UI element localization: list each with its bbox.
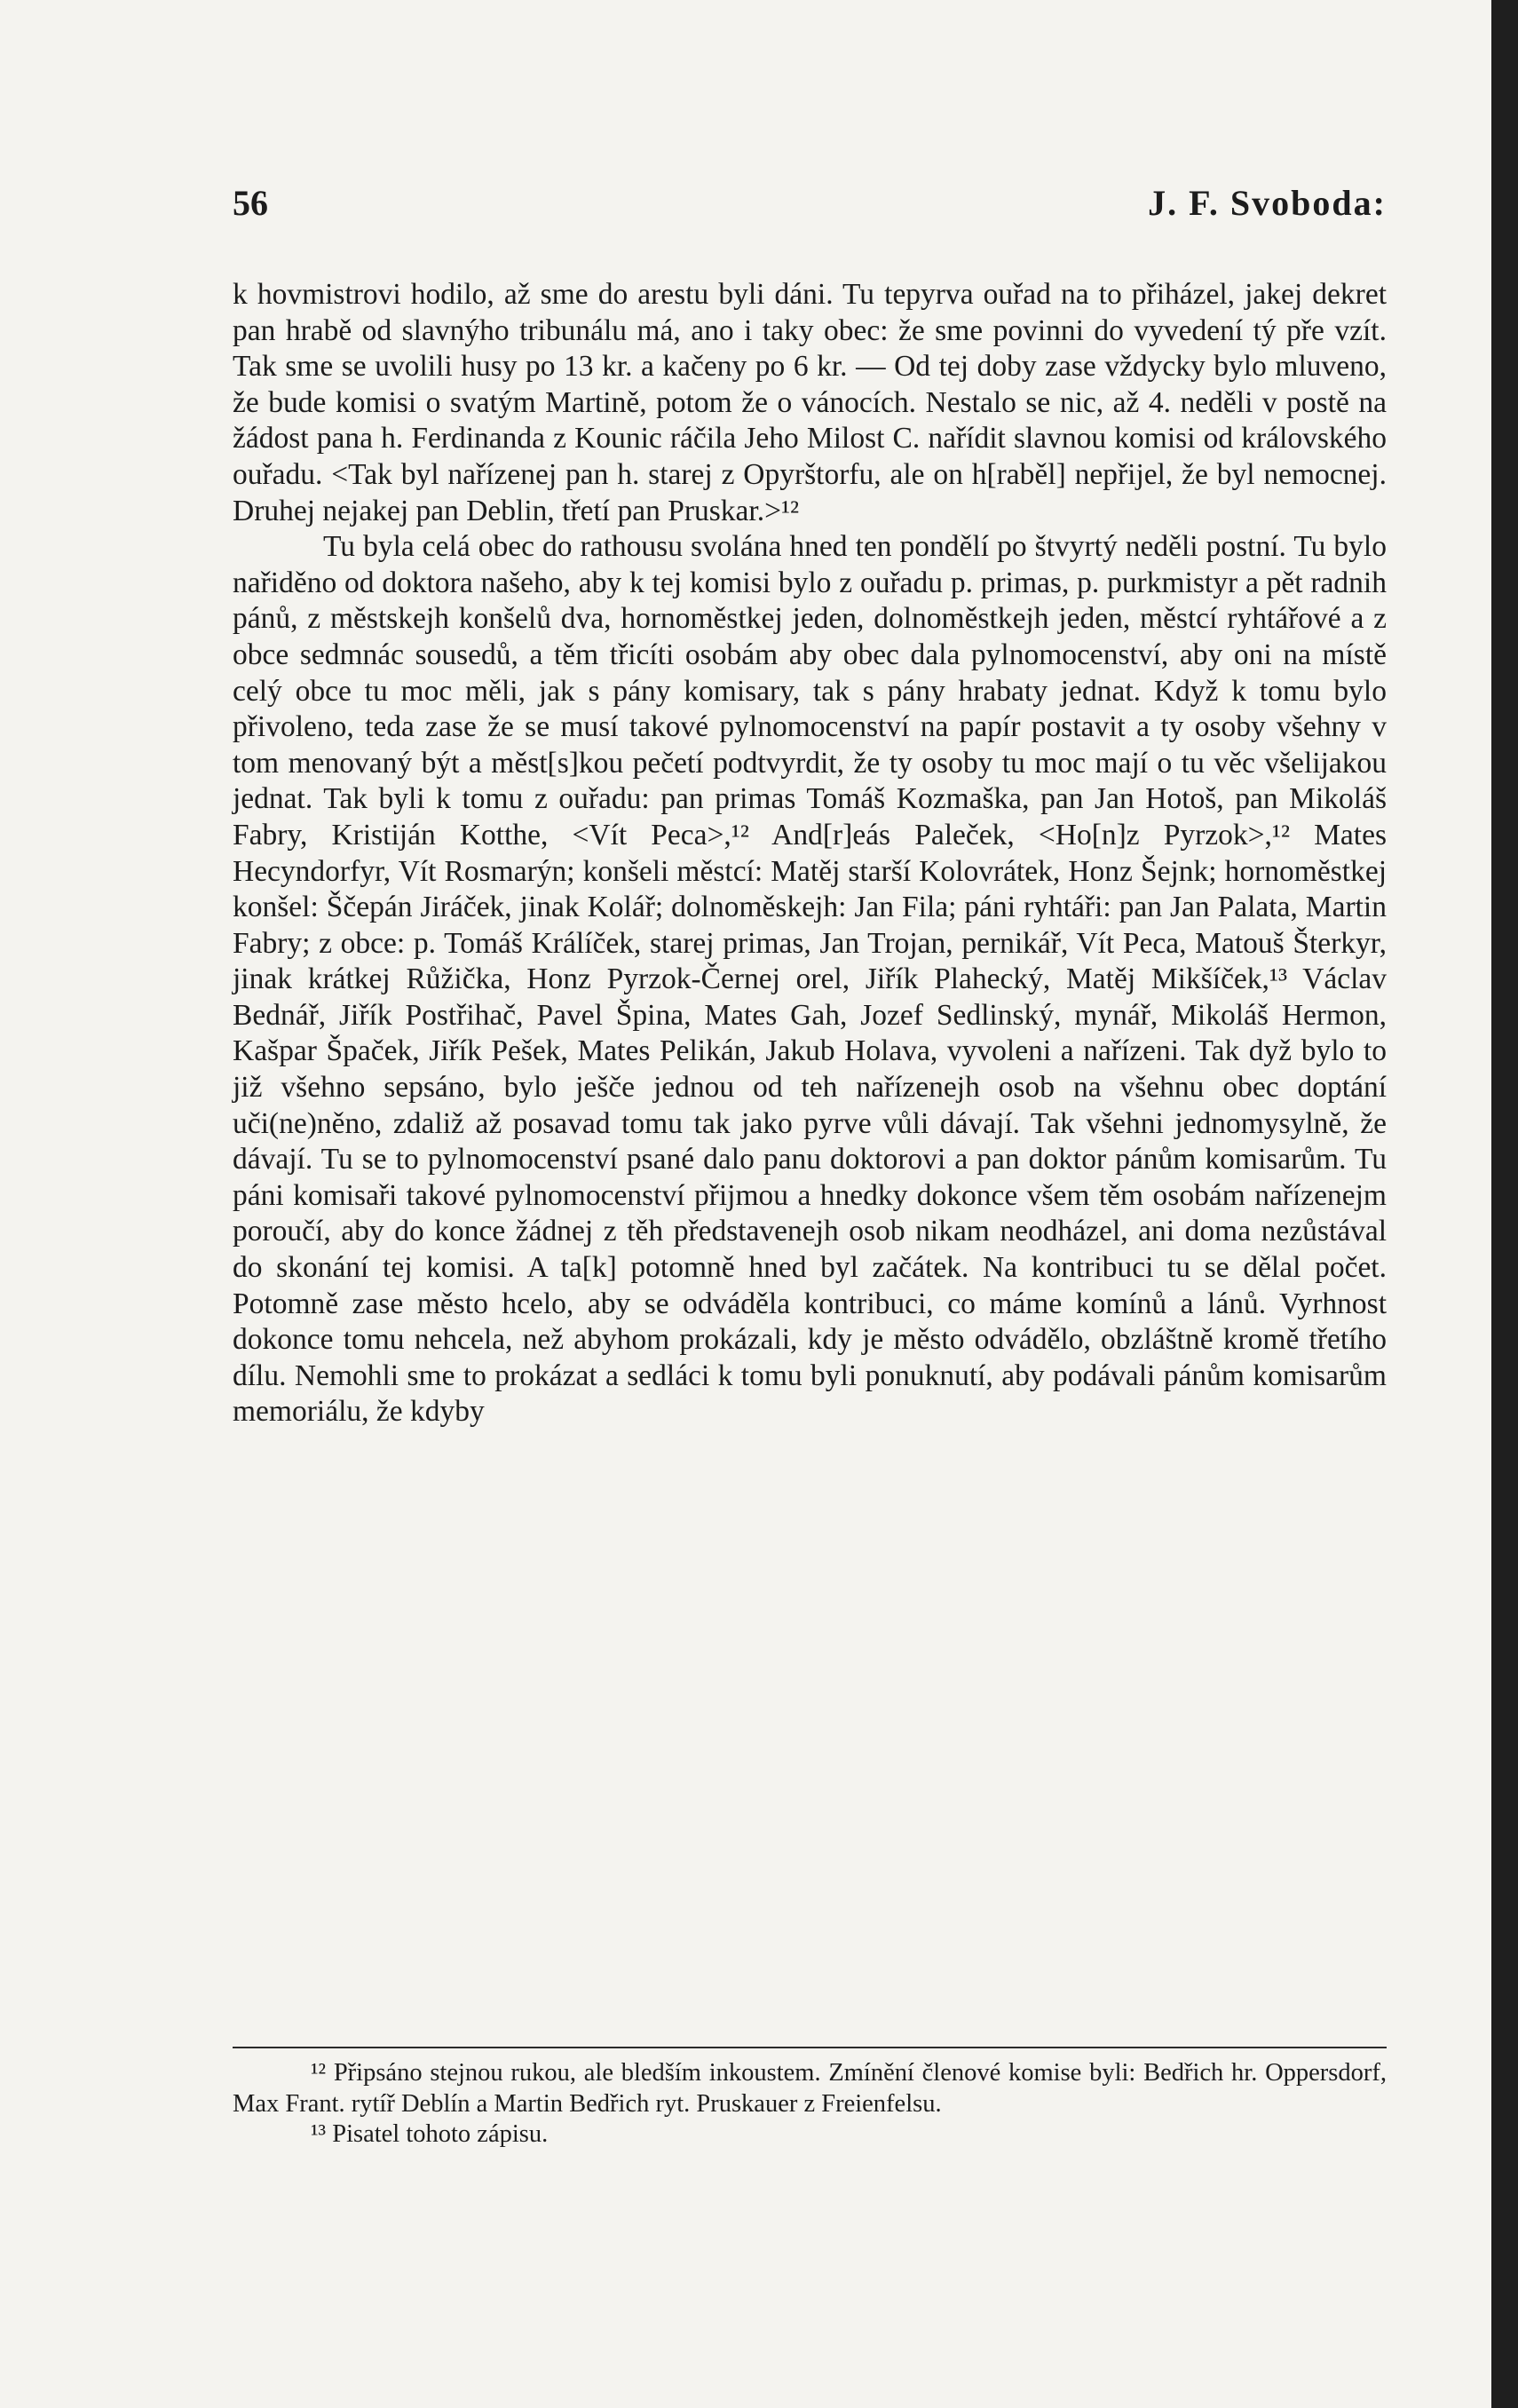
footnote: ¹³ Pisatel tohoto zápisu.: [311, 2120, 549, 2148]
paragraph: Tu byla celá obec do rathousu svolána hned ten pondělí po štvyrtý neděli postní. Tu bylo nařiděno od doktora našeho, aby k tej komisi bylo z ouřadu p. primas, p. purkmistyr a pět radnih pánů, z městskejh konšelů dva, hornoměstkej jeden, dolnoměstkejh jeden, městcí ryhtářové a z obce sedmnác sousedů, a těm třicíti osobám aby obec dala pylnomocenství, aby oni na místě celý obce tu moc měli, jak s pány komisary, tak s pány hrabaty jednat. Když k tomu bylo přivoleno, teda zase že se musí takové pylnomocenství na papír postavit a ty osoby všehny v tom menovaný být a měst[s]kou pečetí podtvyrdit, že ty osoby tu moc mají o tu věc všelijakou jednat. Tak byli k tomu z ouřadu: pan primas Tomáš Kozmaška, pan Jan Hotoš, pan Mikoláš Fabry, Kristiján Kotthe, <Vít Peca>,¹² And[r]eás Paleček, <Ho[n]z Pyrzok>,¹² Mates Hecyndorfyr, Vít Rosmarýn; konšeli městcí: Matěj starší Kolovrátek, Honz Šejnk; hornoměstkej konšel: Ščepán Jiráček, jinak Kolář; dolnoměskejh: Jan Fila; páni ryhtáři: pan Jan Palata, Martin Fabry; z obce: p. Tomáš Králíček, starej primas, Jan Trojan, pernikář, Vít Peca, Matouš Šterkyr, jinak krátkej Růžička, Honz Pyrzok-Černej orel, Jiřík Plahecký, Matěj Mikšíček,¹³ Václav Bednář, Jiřík Postřihač, Pavel Špina, Mates Gah, Jozef Sedlinský, mynář, Mikoláš Hermon, Kašpar Špaček, Jiřík Pešek, Mates Pelikán, Jakub Holava, vyvoleni a nařízeni. Tak dyž bylo to již všehno sepsáno, bylo ješče jednou od teh nařízenejh osob na všehnu obec doptání uči(ne)něno, zdaliž až posavad tomu tak jako pyrve vůli dávají. Tak všehni jednomysylně, že dávají. Tu se to pylnomocenství psané dalo panu doktorovi a pan doktor pánům komisarům. Tu páni komisaři takové pylnomocenství přijmou a hnedky dokonce všem těm osobám nařízenejm poroučí, aby do konce žádnej z těh představenejh osob nikam neodházel, ani doma nezůstával do skonání tej komisi. A ta[k] potomně hned byl začátek. Na kontribuci tu se dělal počet. Potomně zase město hcelo, aby se odváděla kontribuci, co máme komínů a lánů. Vyrhnost dokonce tomu nehcela, než abyhom prokázali, kdy je město odvádělo, obzláštně kromě třetího dílu. Nemohli sme to prokázat a sedláci k tomu byli ponuknutí, aby podávali pánům komisarům memoriálu, že kdyby: [233, 530, 1387, 1429]
page-number: 56: [233, 183, 268, 223]
paragraph: k hovmistrovi hodilo, až sme do arestu byli dáni. Tu tepyrva ouřad na to přiházel, jakej dekret pan hrabě od slavnýho tribunálu má, ano i taky obec: že sme povinni do vyvedení tý pře vzít. Tak sme se uvolili husy po 13 kr. a kačeny po 6 kr. — Od tej doby zase vždycky bylo mluveno, že bude komisi o svatým Martině, potom že o vánocích. Nestalo se nic, až 4. neděli v postě na žádost pana h. Ferdinanda z Kounic ráčila Jeho Milost C. nařídit slavnou komisi od královského ouřadu. <Tak byl nařízenej pan h. starej z Opyrštorfu, ale on h[raběl] nepřijel, že byl nemocnej. Druhej nejakej pan Deblin, třetí pan Pruskar.>¹²: [233, 278, 1387, 527]
footnote: ¹² Připsáno stejnou rukou, ale bledším inkoustem. Zmínění členové komise byli: Bedřich hr. Oppersdorf, Max Frant. rytíř Deblín a Martin Bedřich ryt. Pruskauer z Freienfelsu.: [233, 2059, 1387, 2118]
body-text: [233, 277, 1387, 1430]
footnote-rule: [233, 2047, 1387, 2048]
scan-edge: [1491, 0, 1518, 2408]
running-head: J. F. Svoboda:: [1148, 183, 1387, 223]
page-header: [233, 182, 1387, 235]
footnotes: [233, 2058, 1387, 2151]
